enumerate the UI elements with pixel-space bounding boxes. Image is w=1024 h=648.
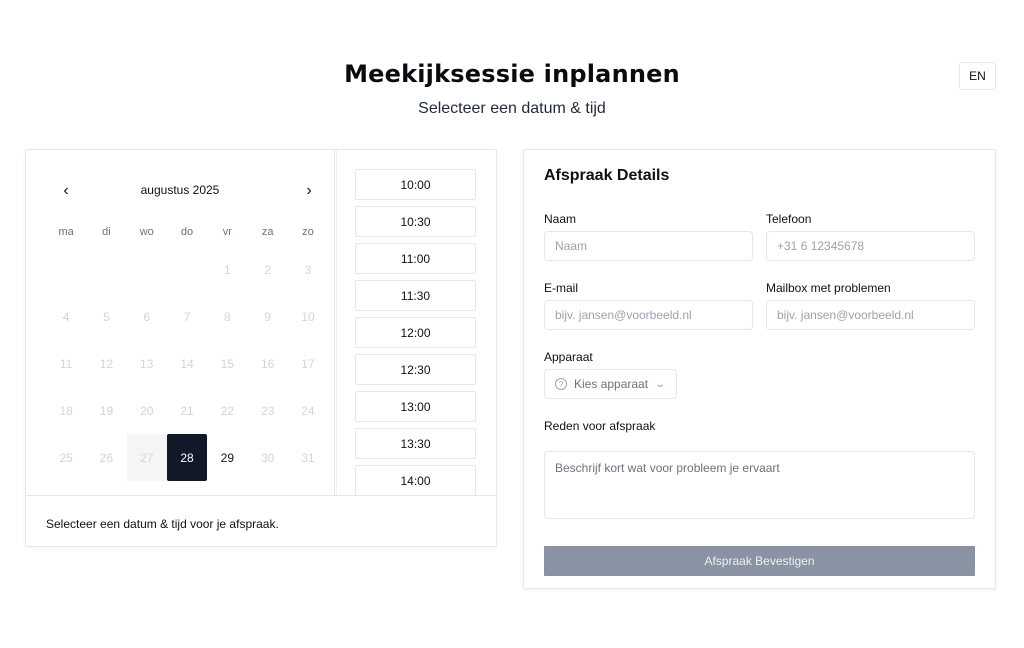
calendar-day: 24	[301, 403, 315, 418]
calendar-card	[25, 149, 497, 547]
selection-hint: Selecteer een datum & tijd voor je afspraak.	[46, 517, 279, 531]
calendar-day: 7	[183, 309, 191, 324]
weekday-label: ma	[58, 226, 74, 238]
weekday-label: wo	[139, 226, 154, 238]
calendar-day-selected[interactable]: 28	[167, 434, 207, 481]
calendar-day: 12	[99, 356, 114, 371]
calendar-day: 10	[301, 309, 315, 324]
calendar-day: 31	[301, 450, 315, 465]
mailbox-label: Mailbox met problemen	[766, 281, 891, 295]
chevron-left-icon[interactable]: ‹	[63, 182, 69, 199]
calendar-day: 2	[264, 262, 271, 277]
time-slot[interactable]: 10:00	[355, 169, 476, 200]
time-slot[interactable]: 11:30	[355, 280, 476, 311]
phone-field[interactable]	[766, 231, 975, 261]
calendar-footer	[26, 495, 496, 547]
details-card	[523, 149, 996, 589]
device-select[interactable]	[544, 369, 677, 399]
weekday-label: do	[180, 226, 194, 238]
calendar-day: 11	[59, 356, 73, 371]
calendar-day: 30	[260, 450, 275, 465]
time-slot[interactable]: 10:30	[355, 206, 476, 237]
weekday-label: za	[261, 226, 274, 238]
time-slot[interactable]: 12:30	[355, 354, 476, 385]
page-title: Meekijksessie inplannen	[344, 60, 680, 88]
email-label: E-mail	[544, 281, 579, 295]
calendar-nav	[26, 180, 334, 202]
calendar-day: 22	[220, 403, 235, 418]
weekday-header	[46, 226, 328, 238]
chevron-down-icon: ⌄	[654, 378, 667, 390]
weekday-label: di	[102, 226, 111, 238]
calendar-day: 14	[180, 356, 194, 371]
time-slot[interactable]: 11:00	[355, 243, 476, 274]
time-slot[interactable]: 13:00	[355, 391, 476, 422]
email-field[interactable]	[544, 300, 753, 330]
name-field[interactable]	[544, 231, 753, 261]
calendar-day: 8	[223, 309, 231, 324]
weekday-label: zo	[302, 226, 314, 238]
phone-label: Telefoon	[766, 212, 812, 226]
time-slot[interactable]: 13:30	[355, 428, 476, 459]
weekday-label: vr	[222, 226, 232, 238]
chevron-right-icon[interactable]: ›	[306, 182, 312, 199]
confirm-button[interactable]: Afspraak Bevestigen	[544, 546, 975, 576]
language-button[interactable]: EN	[959, 62, 996, 90]
calendar-day: 17	[301, 356, 315, 371]
calendar-day: 23	[260, 403, 275, 418]
page-subtitle: Selecteer een datum & tijd	[418, 100, 606, 117]
day-grid	[46, 246, 328, 481]
calendar-day: 21	[180, 403, 194, 418]
calendar-day: 26	[99, 450, 114, 465]
time-slot-list[interactable]	[355, 169, 477, 496]
calendar-day: 20	[140, 403, 154, 418]
calendar-day: 15	[220, 356, 235, 371]
question-circle-icon: ?	[555, 378, 567, 390]
device-label: Apparaat	[544, 350, 593, 364]
reason-label: Reden voor afspraak	[544, 419, 656, 433]
calendar-day: 1	[223, 262, 231, 277]
calendar-day[interactable]: 29	[220, 450, 235, 465]
calendar-day: 16	[260, 356, 275, 371]
details-title: Afspraak Details	[544, 167, 670, 184]
calendar-day: 13	[140, 356, 154, 371]
calendar-day: 25	[59, 450, 73, 465]
device-select-value: Kies apparaat	[574, 377, 649, 391]
calendar-day: 6	[143, 309, 151, 324]
calendar-day: 3	[304, 262, 312, 277]
time-slot[interactable]: 12:00	[355, 317, 476, 348]
calendar-day: 4	[62, 309, 70, 324]
calendar-day: 9	[264, 309, 271, 324]
divider	[336, 150, 337, 496]
time-slot[interactable]: 14:00	[355, 465, 476, 496]
mailbox-field[interactable]	[766, 300, 975, 330]
calendar-day: 27	[127, 434, 167, 481]
calendar-day: 19	[99, 403, 114, 418]
reason-textarea[interactable]	[544, 451, 975, 519]
divider	[334, 150, 335, 496]
calendar-day: 18	[59, 403, 73, 418]
calendar-day: 5	[103, 309, 110, 324]
month-label: augustus 2025	[140, 183, 220, 197]
name-label: Naam	[544, 212, 577, 226]
calendar	[26, 150, 334, 496]
